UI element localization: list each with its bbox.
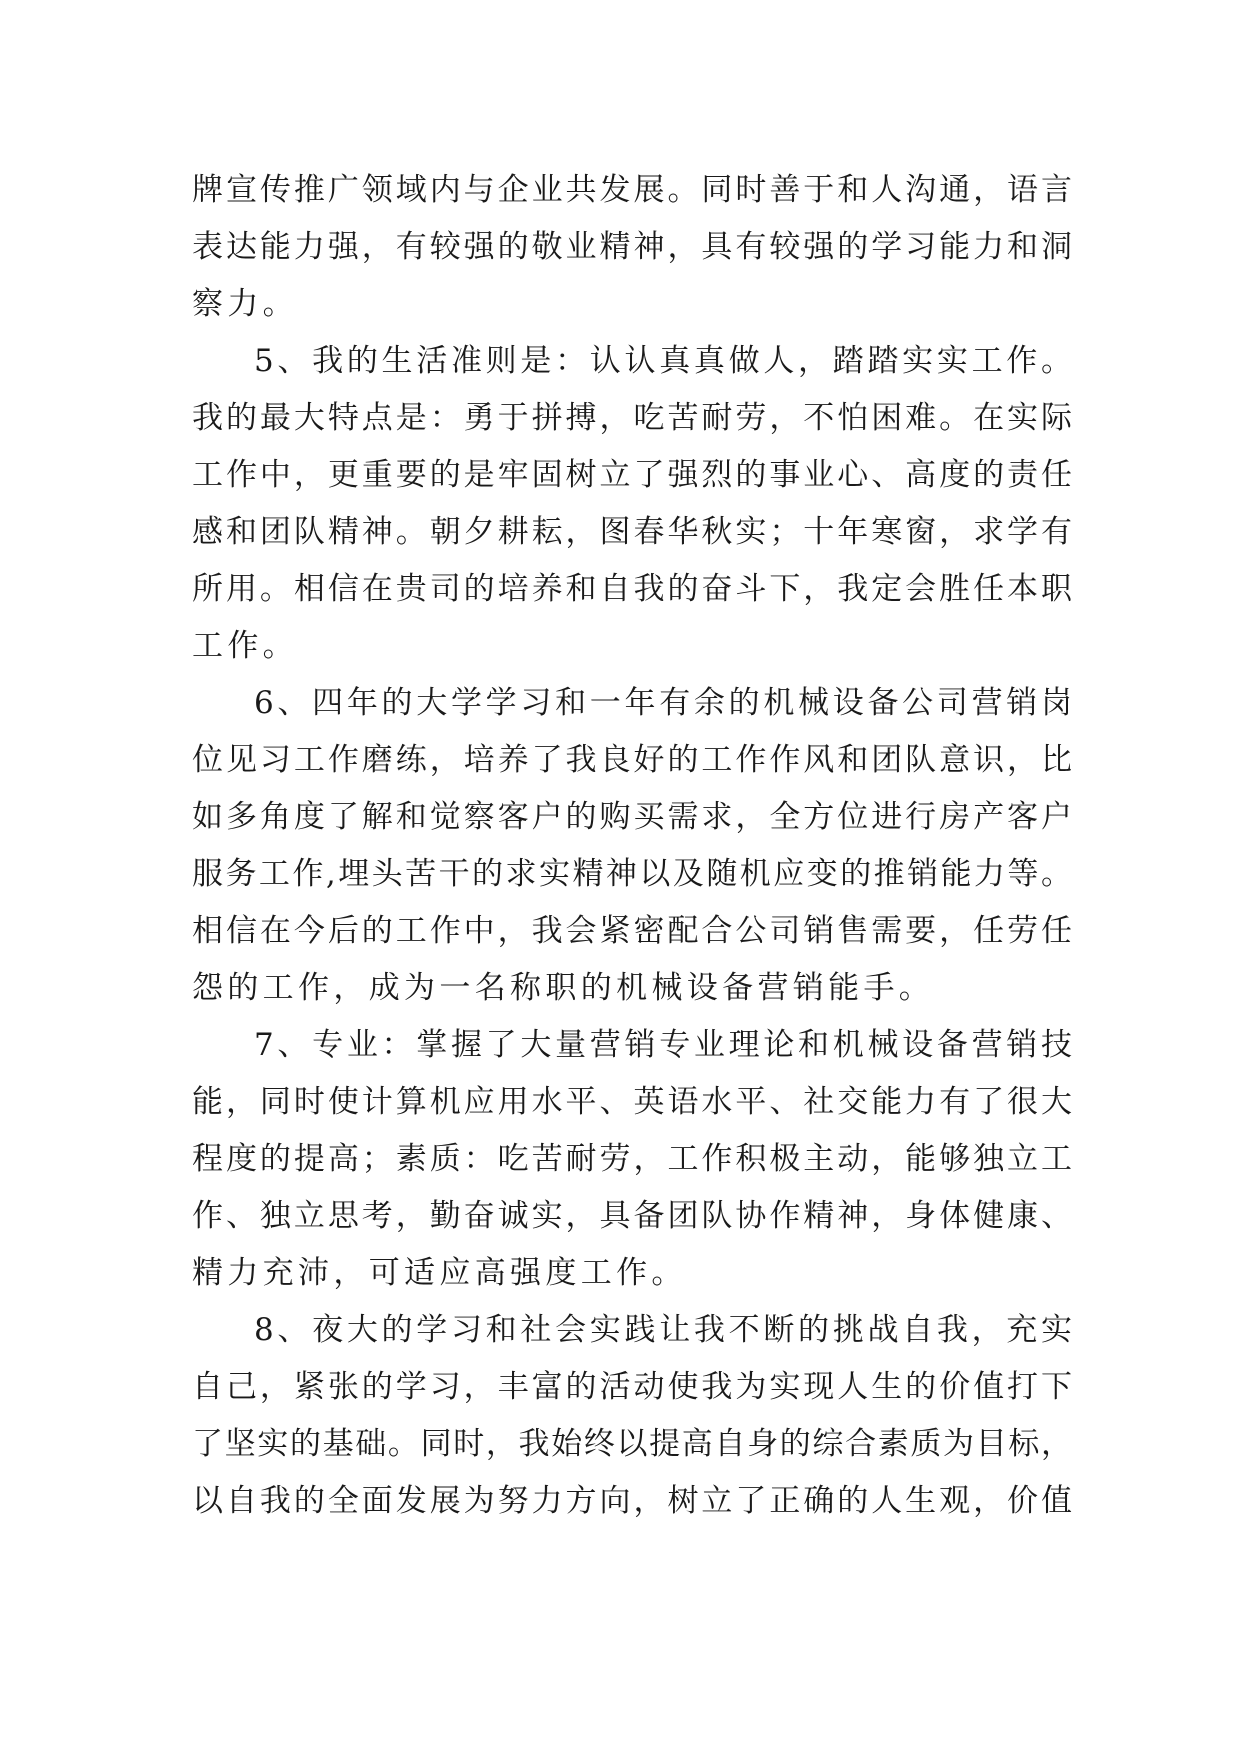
text-line: 7、专业：掌握了大量营销专业理论和机械设备营销技 (254, 1027, 1072, 1063)
text-line: 精力充沛，可适应高强度工作。 (192, 1255, 687, 1291)
text-line: 自己，紧张的学习，丰富的活动使我为实现人生的价值打下 (192, 1369, 1072, 1405)
text-line: 程度的提高；素质：吃苦耐劳，工作积极主动，能够独立工 (192, 1141, 1072, 1177)
text-line: 如多角度了解和觉察客户的购买需求，全方位进行房产客户 (192, 799, 1072, 835)
text-line: 6、四年的大学学习和一年有余的机械设备公司营销岗 (254, 685, 1072, 721)
text-line: 了坚实的基础。同时，我始终以提高自身的综合素质为目标， (192, 1426, 1072, 1462)
text-line: 5、我的生活准则是：认认真真做人，踏踏实实工作。 (254, 343, 1072, 379)
text-line: 我的最大特点是：勇于拼搏，吃苦耐劳，不怕困难。在实际 (192, 400, 1072, 436)
paragraph-item-8 (192, 1302, 1072, 1530)
text-line: 怨的工作，成为一名称职的机械设备营销能手。 (192, 970, 935, 1006)
paragraph-item-7 (192, 1017, 1072, 1302)
text-line: 8、夜大的学习和社会实践让我不断的挑战自我，充实 (254, 1312, 1072, 1348)
text-line: 表达能力强，有较强的敬业精神，具有较强的学习能力和洞 (192, 229, 1072, 265)
paragraph-item-5 (192, 333, 1072, 675)
text-line: 察力。 (192, 286, 299, 322)
text-line: 能，同时使计算机应用水平、英语水平、社交能力有了很大 (192, 1084, 1072, 1120)
text-line: 工作。 (192, 628, 299, 664)
text-line: 感和团队精神。朝夕耕耘，图春华秋实；十年寒窗，求学有 (192, 514, 1072, 550)
text-line: 所用。相信在贵司的培养和自我的奋斗下，我定会胜任本职 (192, 571, 1072, 607)
document-body (192, 162, 1072, 1530)
text-line: 作、独立思考，勤奋诚实，具备团队协作精神，身体健康、 (192, 1198, 1072, 1234)
text-line: 位见习工作磨练，培养了我良好的工作作风和团队意识，比 (192, 742, 1072, 778)
text-line: 工作中，更重要的是牢固树立了强烈的事业心、高度的责任 (192, 457, 1072, 493)
text-line: 相信在今后的工作中，我会紧密配合公司销售需要，任劳任 (192, 913, 1072, 949)
text-line: 以自我的全面发展为努力方向，树立了正确的人生观，价值 (192, 1483, 1072, 1519)
paragraph-item-6 (192, 675, 1072, 1017)
paragraph-continued (192, 162, 1072, 333)
text-line: 牌宣传推广领域内与企业共发展。同时善于和人沟通，语言 (192, 172, 1072, 208)
text-line: 服务工作,埋头苦干的求实精神以及随机应变的推销能力等。 (192, 856, 1072, 892)
